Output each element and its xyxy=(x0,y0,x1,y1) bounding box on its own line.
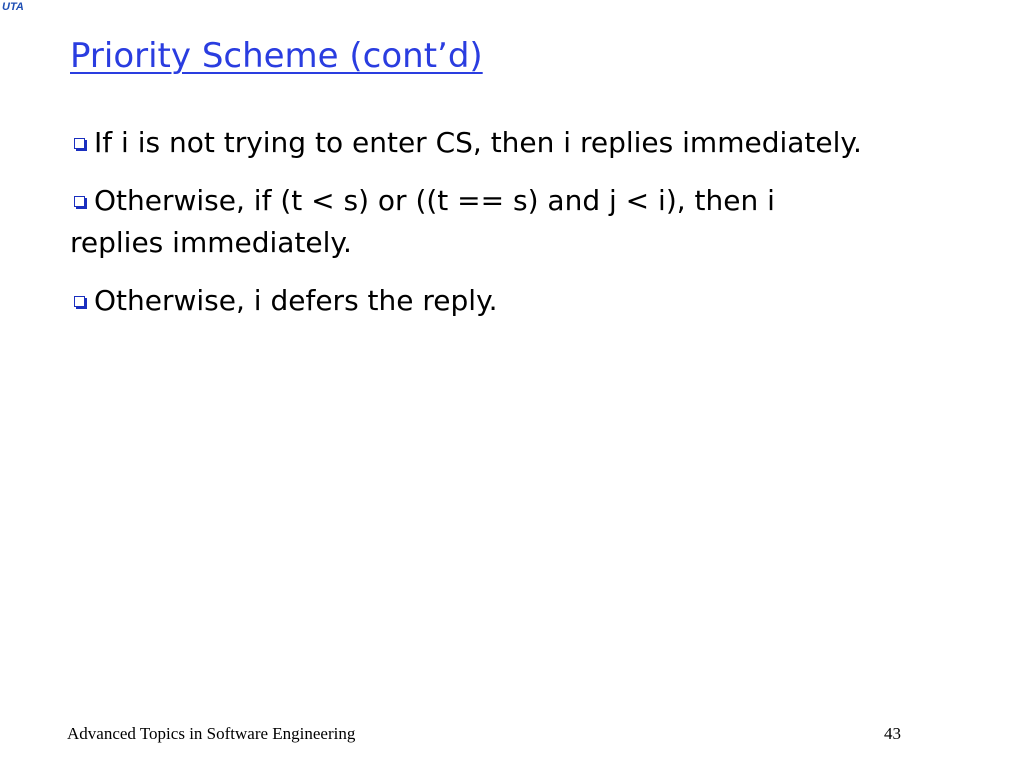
bullet-item xyxy=(70,180,870,264)
page-number: 43 xyxy=(884,724,901,743)
uta-logo: UTA xyxy=(2,1,24,13)
footer-course-title: Advanced Topics in Software Engineering xyxy=(67,724,356,743)
slide-title: Priority Scheme (cont’d) xyxy=(70,36,483,76)
square-bullet-icon xyxy=(74,296,85,307)
square-bullet-icon xyxy=(74,196,85,207)
bullet-item xyxy=(70,280,870,322)
bullet-text: If i is not trying to enter CS, then i replies immediately. xyxy=(94,126,862,159)
square-bullet-icon xyxy=(74,138,85,149)
bullet-text: Otherwise, i defers the reply. xyxy=(94,284,498,317)
bullet-list xyxy=(70,122,870,338)
bullet-item xyxy=(70,122,870,164)
bullet-text: Otherwise, if (t < s) or ((t == s) and j < i), then i replies immediately. xyxy=(70,184,775,259)
